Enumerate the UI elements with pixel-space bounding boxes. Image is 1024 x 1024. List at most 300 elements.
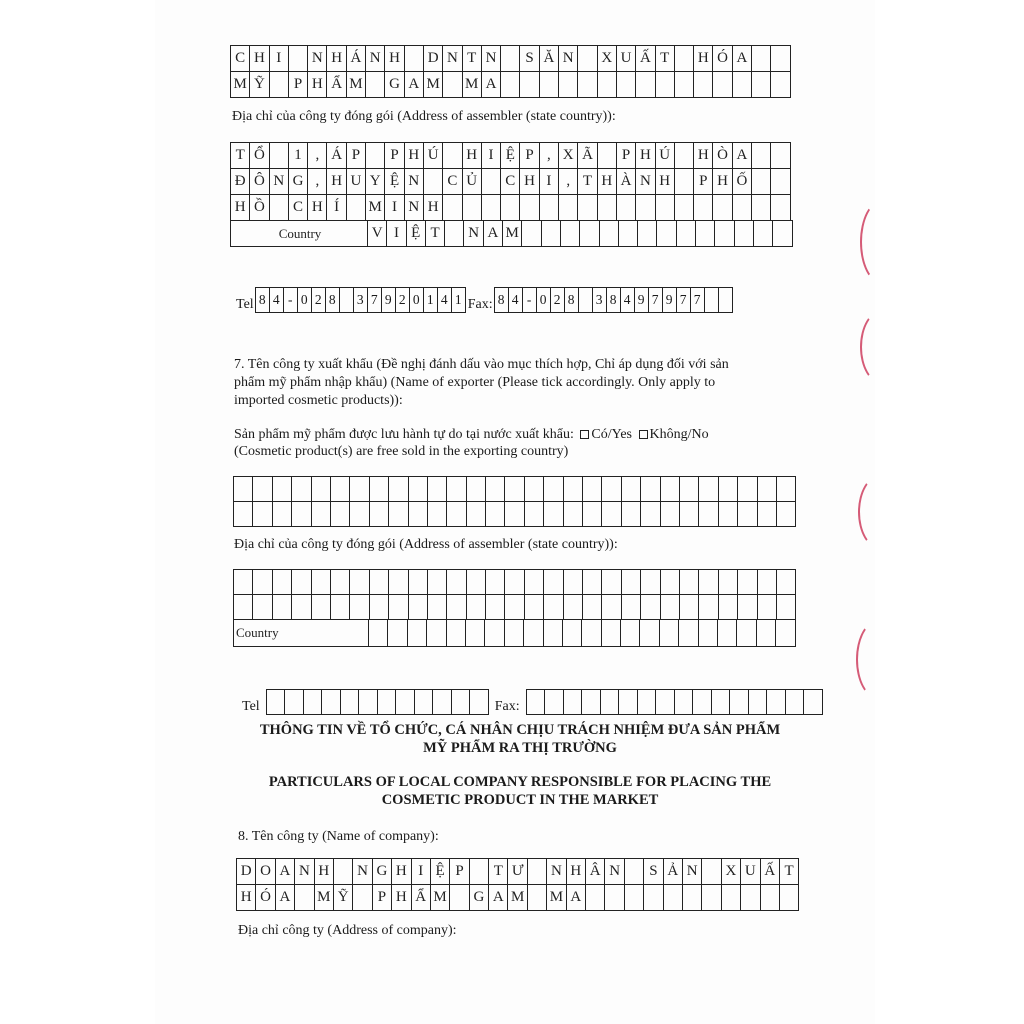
char-box[interactable] [331, 502, 350, 527]
char-box[interactable] [295, 885, 314, 911]
char-box[interactable]: H [463, 143, 482, 169]
char-box[interactable]: Á [347, 46, 366, 72]
char-box[interactable] [675, 169, 694, 195]
char-box[interactable] [661, 502, 680, 527]
country-char-box[interactable]: V [368, 221, 387, 247]
char-box[interactable]: H [392, 859, 411, 885]
digit-box[interactable] [675, 690, 694, 714]
char-box[interactable] [428, 570, 447, 595]
fax-field-2[interactable] [526, 689, 823, 715]
char-box[interactable]: H [567, 859, 586, 885]
char-box[interactable]: Ệ [385, 169, 404, 195]
char-box[interactable]: H [694, 143, 713, 169]
digit-box[interactable]: 8 [495, 288, 509, 312]
digit-box[interactable]: 3 [593, 288, 607, 312]
char-box[interactable] [528, 885, 547, 911]
char-box[interactable]: Ẩ [327, 72, 346, 98]
char-box[interactable] [450, 885, 469, 911]
char-box[interactable] [370, 502, 389, 527]
country-char-box[interactable]: A [484, 221, 503, 247]
digit-box[interactable]: 7 [649, 288, 663, 312]
char-box[interactable] [564, 595, 583, 620]
digit-box[interactable]: 4 [270, 288, 284, 312]
char-box[interactable] [559, 72, 578, 98]
digit-box[interactable] [619, 690, 638, 714]
char-box[interactable]: P [617, 143, 636, 169]
digit-box[interactable] [767, 690, 786, 714]
char-box[interactable] [428, 595, 447, 620]
char-box[interactable]: Ồ [250, 195, 269, 221]
char-box[interactable] [752, 72, 771, 98]
char-box[interactable] [583, 477, 602, 502]
char-box[interactable] [675, 143, 694, 169]
char-box[interactable] [719, 595, 738, 620]
char-box[interactable] [273, 477, 292, 502]
char-box[interactable]: H [694, 46, 713, 72]
char-box[interactable] [625, 859, 644, 885]
char-box[interactable] [528, 859, 547, 885]
digit-box[interactable] [304, 690, 323, 714]
char-box[interactable]: A [733, 46, 752, 72]
char-box[interactable]: N [636, 169, 655, 195]
country-char-box[interactable] [524, 619, 543, 647]
char-box[interactable] [525, 570, 544, 595]
char-box[interactable]: I [482, 143, 501, 169]
char-box[interactable] [334, 859, 353, 885]
char-box[interactable] [463, 195, 482, 221]
country-char-box[interactable]: N [464, 221, 483, 247]
country-char-box[interactable] [388, 619, 407, 647]
country-char-box[interactable] [737, 619, 756, 647]
char-box[interactable] [758, 477, 777, 502]
digit-box[interactable]: 8 [607, 288, 621, 312]
char-box[interactable]: H [520, 169, 539, 195]
char-box[interactable]: U [741, 859, 760, 885]
country-char-box[interactable] [640, 619, 659, 647]
char-box[interactable] [331, 477, 350, 502]
char-box[interactable] [661, 570, 680, 595]
char-box[interactable] [741, 885, 760, 911]
char-box[interactable] [424, 169, 443, 195]
char-box[interactable] [270, 195, 289, 221]
digit-box[interactable]: 4 [621, 288, 635, 312]
char-box[interactable]: P [347, 143, 366, 169]
char-box[interactable]: S [520, 46, 539, 72]
country-char-box[interactable] [735, 221, 754, 247]
char-box[interactable] [525, 477, 544, 502]
char-box[interactable]: Á [327, 143, 346, 169]
char-box[interactable] [752, 46, 771, 72]
char-box[interactable] [544, 502, 563, 527]
digit-box[interactable] [378, 690, 397, 714]
char-box[interactable] [540, 72, 559, 98]
char-box[interactable]: A [482, 72, 501, 98]
company-name-grid[interactable] [230, 45, 791, 98]
char-box[interactable] [622, 595, 641, 620]
char-box[interactable]: P [520, 143, 539, 169]
char-box[interactable]: N [405, 169, 424, 195]
digit-box[interactable]: 4 [438, 288, 452, 312]
country-char-box[interactable] [522, 221, 541, 247]
tel-field-2[interactable] [266, 689, 489, 715]
char-box[interactable]: , [308, 143, 327, 169]
char-box[interactable] [733, 195, 752, 221]
char-box[interactable] [680, 502, 699, 527]
char-box[interactable] [625, 885, 644, 911]
char-box[interactable]: X [722, 859, 741, 885]
char-box[interactable] [713, 72, 732, 98]
country-char-box[interactable] [447, 619, 466, 647]
char-box[interactable]: I [270, 46, 289, 72]
char-box[interactable] [467, 502, 486, 527]
digit-box[interactable]: 7 [368, 288, 382, 312]
char-box[interactable]: , [540, 143, 559, 169]
char-box[interactable]: A [567, 885, 586, 911]
char-box[interactable] [370, 595, 389, 620]
char-box[interactable] [544, 595, 563, 620]
char-box[interactable] [722, 885, 741, 911]
char-box[interactable] [598, 72, 617, 98]
digit-box[interactable]: 7 [691, 288, 705, 312]
char-box[interactable] [409, 595, 428, 620]
char-box[interactable] [777, 502, 796, 527]
digit-box[interactable] [470, 690, 489, 714]
char-box[interactable]: N [605, 859, 624, 885]
char-box[interactable] [583, 595, 602, 620]
char-box[interactable] [486, 477, 505, 502]
char-box[interactable] [505, 570, 524, 595]
char-box[interactable] [661, 477, 680, 502]
char-box[interactable] [664, 885, 683, 911]
char-box[interactable] [656, 72, 675, 98]
char-box[interactable]: N [547, 859, 566, 885]
digit-box[interactable]: 9 [382, 288, 396, 312]
char-box[interactable] [699, 502, 718, 527]
digit-box[interactable]: 8 [326, 288, 340, 312]
char-box[interactable] [583, 502, 602, 527]
digit-box[interactable]: - [284, 288, 298, 312]
char-box[interactable] [292, 595, 311, 620]
char-box[interactable] [578, 46, 597, 72]
char-box[interactable]: N [683, 859, 702, 885]
char-box[interactable]: Ă [540, 46, 559, 72]
char-box[interactable] [622, 477, 641, 502]
country-char-box[interactable] [580, 221, 599, 247]
digit-box[interactable] [719, 288, 733, 312]
yes-checkbox[interactable] [580, 430, 589, 439]
digit-box[interactable] [340, 288, 354, 312]
char-box[interactable] [370, 570, 389, 595]
char-box[interactable] [447, 477, 466, 502]
char-box[interactable]: , [308, 169, 327, 195]
char-box[interactable] [738, 502, 757, 527]
char-box[interactable] [501, 195, 520, 221]
digit-box[interactable] [359, 690, 378, 714]
char-box[interactable] [771, 169, 790, 195]
char-box[interactable] [752, 195, 771, 221]
char-box[interactable] [544, 477, 563, 502]
digit-box[interactable] [579, 288, 593, 312]
char-box[interactable]: N [559, 46, 578, 72]
char-box[interactable]: H [385, 46, 404, 72]
char-box[interactable]: A [276, 885, 295, 911]
assembler-country-grid[interactable] [230, 220, 793, 247]
country-char-box[interactable] [660, 619, 679, 647]
char-box[interactable] [719, 570, 738, 595]
country-char-box[interactable] [621, 619, 640, 647]
char-box[interactable]: H [237, 885, 256, 911]
char-box[interactable]: U [347, 169, 366, 195]
country-char-box[interactable] [466, 619, 485, 647]
digit-box[interactable] [415, 690, 434, 714]
char-box[interactable] [771, 195, 790, 221]
char-box[interactable]: H [327, 46, 346, 72]
char-box[interactable] [525, 502, 544, 527]
char-box[interactable]: Ú [656, 143, 675, 169]
char-box[interactable]: N [308, 46, 327, 72]
char-box[interactable] [758, 502, 777, 527]
char-box[interactable]: P [694, 169, 713, 195]
char-box[interactable]: T [489, 859, 508, 885]
char-box[interactable]: Ấ [761, 859, 780, 885]
char-box[interactable]: A [733, 143, 752, 169]
char-box[interactable] [292, 570, 311, 595]
char-box[interactable] [409, 477, 428, 502]
char-box[interactable]: Ệ [431, 859, 450, 885]
char-box[interactable]: , [559, 169, 578, 195]
char-box[interactable]: X [559, 143, 578, 169]
char-box[interactable] [586, 885, 605, 911]
digit-box[interactable] [545, 690, 564, 714]
char-box[interactable] [443, 195, 462, 221]
char-box[interactable]: H [636, 143, 655, 169]
char-box[interactable] [544, 570, 563, 595]
char-box[interactable]: Ó [713, 46, 732, 72]
digit-box[interactable] [564, 690, 583, 714]
char-box[interactable]: Ệ [501, 143, 520, 169]
char-box[interactable]: Ẩ [412, 885, 431, 911]
char-box[interactable]: C [501, 169, 520, 195]
digit-box[interactable]: 3 [354, 288, 368, 312]
char-box[interactable] [409, 502, 428, 527]
exporter-country-grid[interactable] [233, 619, 796, 647]
country-char-box[interactable] [715, 221, 734, 247]
digit-box[interactable]: 7 [677, 288, 691, 312]
digit-box[interactable] [712, 690, 731, 714]
char-box[interactable]: I [540, 169, 559, 195]
country-char-box[interactable] [679, 619, 698, 647]
country-char-box[interactable] [369, 619, 388, 647]
country-char-box[interactable] [677, 221, 696, 247]
char-box[interactable]: T [780, 859, 799, 885]
char-box[interactable] [752, 169, 771, 195]
char-box[interactable]: G [289, 169, 308, 195]
char-box[interactable]: D [237, 859, 256, 885]
digit-box[interactable]: 0 [537, 288, 551, 312]
char-box[interactable] [389, 502, 408, 527]
char-box[interactable] [234, 595, 253, 620]
char-box[interactable]: M [347, 72, 366, 98]
char-box[interactable] [389, 595, 408, 620]
char-box[interactable]: C [289, 195, 308, 221]
digit-box[interactable] [638, 690, 657, 714]
digit-box[interactable]: 9 [635, 288, 649, 312]
char-box[interactable]: T [463, 46, 482, 72]
char-box[interactable] [501, 72, 520, 98]
char-box[interactable]: Ổ [250, 143, 269, 169]
char-box[interactable] [405, 46, 424, 72]
country-char-box[interactable] [600, 221, 619, 247]
digit-box[interactable] [656, 690, 675, 714]
local-company-name-grid[interactable] [236, 858, 799, 911]
char-box[interactable]: A [405, 72, 424, 98]
country-char-box[interactable]: T [426, 221, 445, 247]
char-box[interactable] [409, 570, 428, 595]
char-box[interactable] [675, 46, 694, 72]
char-box[interactable] [253, 595, 272, 620]
country-char-box[interactable] [638, 221, 657, 247]
country-char-box[interactable] [699, 619, 718, 647]
digit-box[interactable] [341, 690, 360, 714]
digit-box[interactable] [527, 690, 546, 714]
char-box[interactable] [598, 195, 617, 221]
char-box[interactable] [312, 595, 331, 620]
char-box[interactable]: T [578, 169, 597, 195]
char-box[interactable] [486, 570, 505, 595]
char-box[interactable] [467, 570, 486, 595]
char-box[interactable] [389, 570, 408, 595]
char-box[interactable]: X [598, 46, 617, 72]
char-box[interactable] [699, 570, 718, 595]
char-box[interactable] [292, 477, 311, 502]
char-box[interactable] [347, 195, 366, 221]
char-box[interactable] [713, 195, 732, 221]
exporter-assembler-address-grid[interactable] [233, 569, 796, 620]
digit-box[interactable]: 1 [424, 288, 438, 312]
char-box[interactable] [680, 595, 699, 620]
char-box[interactable] [505, 477, 524, 502]
char-box[interactable] [617, 195, 636, 221]
digit-box[interactable]: 8 [256, 288, 270, 312]
char-box[interactable]: N [295, 859, 314, 885]
char-box[interactable]: Ó [256, 885, 275, 911]
char-box[interactable]: H [315, 859, 334, 885]
char-box[interactable] [641, 502, 660, 527]
tel-field[interactable] [255, 287, 466, 313]
digit-box[interactable] [433, 690, 452, 714]
char-box[interactable] [520, 195, 539, 221]
char-box[interactable] [350, 570, 369, 595]
country-char-box[interactable] [561, 221, 580, 247]
digit-box[interactable] [322, 690, 341, 714]
country-char-box[interactable] [542, 221, 561, 247]
digit-box[interactable]: 2 [551, 288, 565, 312]
char-box[interactable]: H [656, 169, 675, 195]
char-box[interactable] [602, 502, 621, 527]
char-box[interactable]: Ỹ [250, 72, 269, 98]
char-box[interactable] [350, 502, 369, 527]
digit-box[interactable]: - [523, 288, 537, 312]
digit-box[interactable]: 2 [312, 288, 326, 312]
char-box[interactable] [273, 595, 292, 620]
char-box[interactable] [641, 477, 660, 502]
char-box[interactable]: Ấ [636, 46, 655, 72]
char-box[interactable]: I [412, 859, 431, 885]
char-box[interactable]: H [713, 169, 732, 195]
char-box[interactable] [777, 570, 796, 595]
char-box[interactable]: P [289, 72, 308, 98]
digit-box[interactable] [804, 690, 823, 714]
char-box[interactable] [771, 143, 790, 169]
country-char-box[interactable] [408, 619, 427, 647]
char-box[interactable] [694, 72, 713, 98]
country-char-box[interactable] [505, 619, 524, 647]
char-box[interactable]: H [405, 143, 424, 169]
char-box[interactable] [719, 502, 738, 527]
char-box[interactable]: N [366, 46, 385, 72]
digit-box[interactable]: 1 [452, 288, 466, 312]
digit-box[interactable]: 0 [298, 288, 312, 312]
char-box[interactable] [501, 46, 520, 72]
char-box[interactable]: H [424, 195, 443, 221]
char-box[interactable] [758, 570, 777, 595]
country-char-box[interactable] [563, 619, 582, 647]
country-char-box[interactable]: Ệ [407, 221, 426, 247]
char-box[interactable]: I [385, 195, 404, 221]
country-char-box[interactable] [485, 619, 504, 647]
char-box[interactable] [780, 885, 799, 911]
char-box[interactable] [350, 595, 369, 620]
char-box[interactable] [699, 595, 718, 620]
char-box[interactable]: Ả [664, 859, 683, 885]
char-box[interactable]: M [431, 885, 450, 911]
char-box[interactable] [683, 885, 702, 911]
char-box[interactable] [771, 72, 790, 98]
char-box[interactable] [777, 595, 796, 620]
char-box[interactable]: N [270, 169, 289, 195]
char-box[interactable] [661, 595, 680, 620]
char-box[interactable] [366, 143, 385, 169]
char-box[interactable]: U [617, 46, 636, 72]
char-box[interactable] [331, 595, 350, 620]
char-box[interactable] [644, 885, 663, 911]
char-box[interactable]: H [392, 885, 411, 911]
char-box[interactable]: G [385, 72, 404, 98]
char-box[interactable]: C [443, 169, 462, 195]
char-box[interactable] [234, 502, 253, 527]
char-box[interactable] [467, 477, 486, 502]
country-char-box[interactable] [582, 619, 601, 647]
char-box[interactable]: H [327, 169, 346, 195]
char-box[interactable]: Í [327, 195, 346, 221]
char-box[interactable]: T [656, 46, 675, 72]
char-box[interactable] [680, 477, 699, 502]
char-box[interactable]: M [315, 885, 334, 911]
char-box[interactable]: M [231, 72, 250, 98]
char-box[interactable] [312, 570, 331, 595]
char-box[interactable]: H [598, 169, 617, 195]
char-box[interactable] [559, 195, 578, 221]
digit-box[interactable] [601, 690, 620, 714]
country-char-box[interactable] [619, 221, 638, 247]
char-box[interactable] [482, 169, 501, 195]
char-box[interactable] [564, 477, 583, 502]
char-box[interactable] [578, 195, 597, 221]
char-box[interactable] [636, 195, 655, 221]
char-box[interactable] [761, 885, 780, 911]
char-box[interactable]: N [405, 195, 424, 221]
char-box[interactable]: S [644, 859, 663, 885]
